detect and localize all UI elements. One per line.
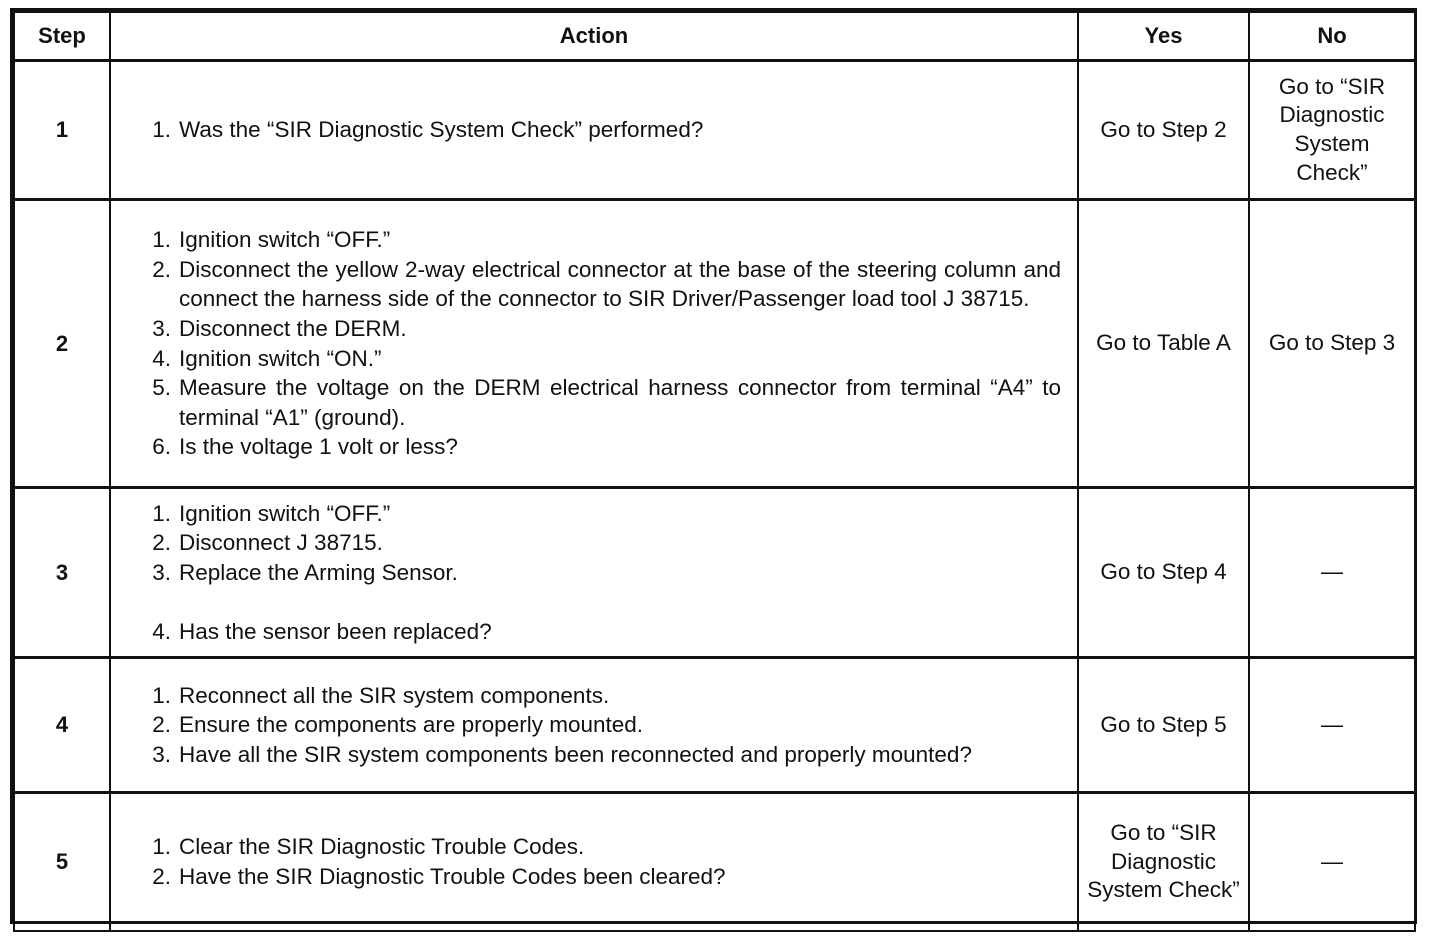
table-row: [14, 61, 1415, 200]
no-cell: [1249, 658, 1415, 793]
step-number: 5: [14, 793, 110, 932]
action-item: [141, 225, 1061, 255]
action-item-number: 1.: [152, 227, 171, 253]
table-row: [14, 200, 1415, 488]
action-item-number: 3.: [152, 741, 171, 767]
action-item-number: 1.: [152, 834, 171, 860]
action-item-text: Ignition switch “OFF.”: [179, 500, 391, 526]
yes-cell: Go to Table A: [1078, 200, 1249, 488]
header-yes: Yes: [1078, 12, 1249, 61]
action-item-number: 3.: [152, 315, 171, 341]
action-item: [141, 862, 1061, 892]
yes-cell: Go to Step 4: [1078, 488, 1249, 658]
no-cell: [1249, 793, 1415, 932]
table-header-row: [14, 12, 1415, 61]
action-item: [141, 344, 1061, 374]
header-action: Action: [110, 12, 1078, 61]
action-item-text: Replace the Arming Sensor.: [179, 559, 458, 585]
action-item-text: Ignition switch “OFF.”: [179, 227, 391, 253]
action-item-text: Disconnect the yellow 2-way electrical connector at the base of the steering column and connect the harness side of the connector to SIR Driver/Passenger load tool J 38715.: [179, 256, 1061, 312]
action-list: [141, 225, 1061, 462]
action-item-text: Ignition switch “ON.”: [179, 345, 382, 371]
action-cell: [110, 61, 1078, 200]
table-row: [14, 658, 1415, 793]
action-list: [141, 499, 1061, 647]
no-dash: —: [1321, 711, 1343, 737]
action-item-number: 2.: [152, 256, 171, 282]
header-step: Step: [14, 12, 110, 61]
action-item-number: 3.: [152, 559, 171, 585]
no-cell: Go to “SIR Diagnostic System Check”: [1249, 61, 1415, 200]
action-item: [141, 432, 1061, 462]
action-item: [141, 617, 1061, 647]
action-item: [141, 255, 1061, 314]
diagnostic-table: [13, 11, 1416, 932]
action-item-number: 6.: [152, 434, 171, 460]
action-item-text: Have all the SIR system components been reconnected and properly mounted?: [179, 741, 972, 767]
yes-cell: Go to Step 2: [1078, 61, 1249, 200]
no-cell: Go to Step 3: [1249, 200, 1415, 488]
action-item: [141, 710, 1061, 740]
action-item-text: Clear the SIR Diagnostic Trouble Codes.: [179, 834, 585, 860]
action-cell: [110, 200, 1078, 488]
yes-cell: Go to “SIR Diagnostic System Check”: [1078, 793, 1249, 932]
action-item: [141, 558, 1061, 588]
action-cell: [110, 488, 1078, 658]
action-item-number: 1.: [152, 117, 171, 143]
action-list: [141, 832, 1061, 891]
header-no: No: [1249, 12, 1415, 61]
yes-cell: Go to Step 5: [1078, 658, 1249, 793]
action-item-number: 4.: [152, 345, 171, 371]
action-cell: [110, 658, 1078, 793]
action-item-number: 4.: [152, 618, 171, 644]
action-item-text: Is the voltage 1 volt or less?: [179, 434, 458, 460]
action-item-text: Reconnect all the SIR system components.: [179, 682, 610, 708]
action-item: [141, 832, 1061, 862]
action-item-text: Have the SIR Diagnostic Trouble Codes been cleared?: [179, 864, 726, 889]
action-item-number: 2.: [152, 864, 171, 889]
action-item: [141, 528, 1061, 558]
no-cell: [1249, 488, 1415, 658]
action-item-number: 2.: [152, 712, 171, 738]
diagnostic-table-frame: [10, 8, 1417, 924]
action-item: [141, 373, 1061, 432]
action-cell: [110, 793, 1078, 932]
action-item: [141, 115, 1061, 145]
table-row: [14, 793, 1415, 932]
step-number: 3: [14, 488, 110, 658]
step-number: 2: [14, 200, 110, 488]
action-item-number: 1.: [152, 500, 171, 526]
action-list: [141, 115, 1061, 145]
no-dash: —: [1321, 559, 1343, 585]
action-item-text: Was the “SIR Diagnostic System Check” performed?: [179, 117, 704, 143]
action-item: [141, 740, 1061, 770]
action-item-text: Measure the voltage on the DERM electrical harness connector from terminal “A4” to terminal “A1” (ground).: [179, 375, 1061, 430]
no-dash: —: [1321, 848, 1343, 874]
action-item: [141, 314, 1061, 344]
action-item: [141, 499, 1061, 529]
table-row: [14, 488, 1415, 658]
action-list: [141, 681, 1061, 770]
action-item-number: 2.: [152, 530, 171, 556]
action-item-text: Has the sensor been replaced?: [179, 618, 492, 644]
step-number: 4: [14, 658, 110, 793]
step-number: 1: [14, 61, 110, 200]
action-item-number: 5.: [152, 375, 171, 401]
action-item-number: 1.: [152, 682, 171, 708]
action-item-text: Disconnect the DERM.: [179, 315, 407, 341]
action-item-text: Disconnect J 38715.: [179, 530, 383, 556]
action-item: [141, 681, 1061, 711]
action-item-text: Ensure the components are properly mounted.: [179, 712, 644, 738]
